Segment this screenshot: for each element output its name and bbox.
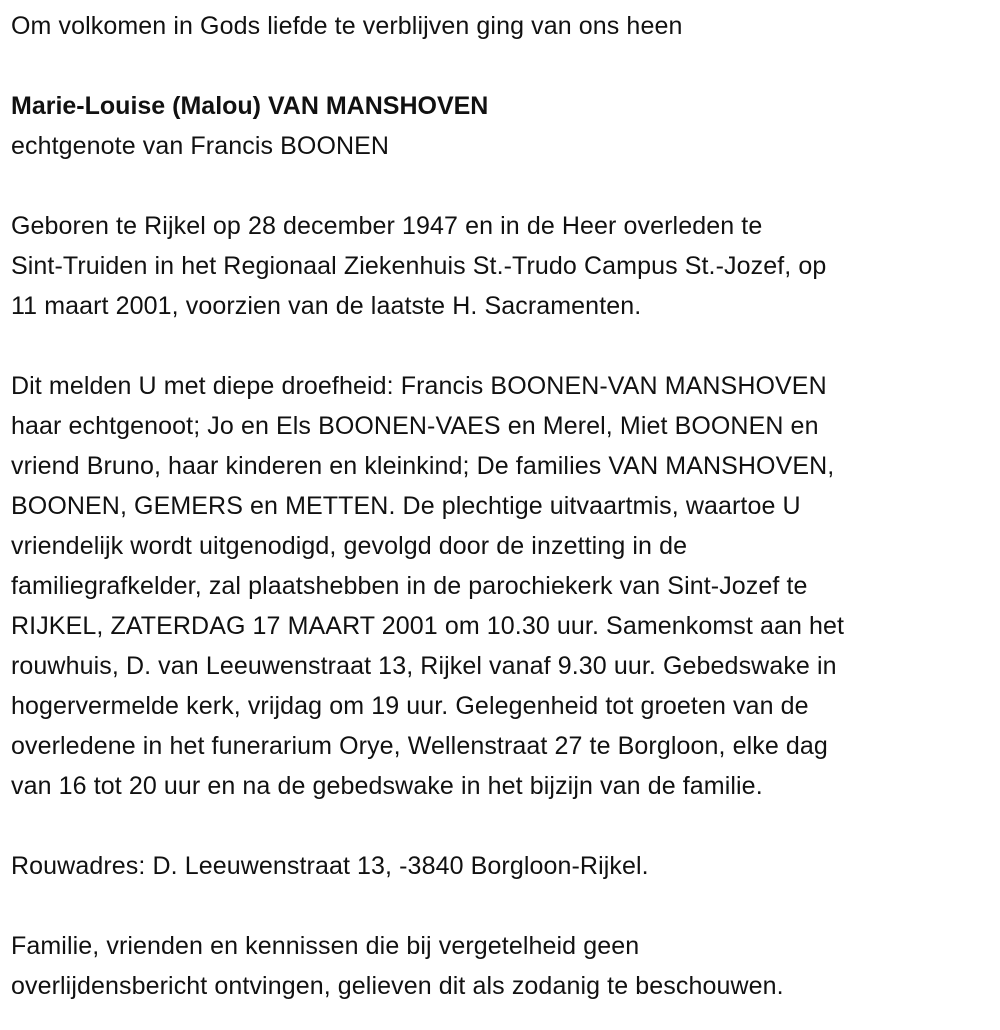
paragraph-line: familiegrafkelder, zal plaatshebben in de parochiekerk van Sint-Jozef te	[11, 572, 808, 600]
paragraph-line: Dit melden U met diepe droefheid: Francis BOONEN-VAN MANSHOVEN	[11, 372, 827, 400]
birth-death-paragraph	[11, 206, 1000, 326]
paragraph-line: hogervermelde kerk, vrijdag om 19 uur. Gelegenheid tot groeten van de	[11, 692, 809, 720]
paragraph-line: 11 maart 2001, voorzien van de laatste H. Sacramenten.	[11, 292, 642, 320]
paragraph-line: RIJKEL, ZATERDAG 17 MAART 2001 om 10.30 uur. Samenkomst aan het	[11, 612, 845, 640]
paragraph-line: Familie, vrienden en kennissen die bij vergetelheid geen	[11, 932, 640, 960]
spacer	[11, 166, 1000, 206]
mourning-address: Rouwadres: D. Leeuwenstraat 13, -3840 Borgloon-Rijkel.	[11, 852, 649, 880]
spacer	[11, 886, 1000, 926]
paragraph-line: rouwhuis, D. van Leeuwenstraat 13, Rijkel vanaf 9.30 uur. Gebedswake in	[11, 652, 837, 680]
paragraph-line: vriend Bruno, haar kinderen en kleinkind; De families VAN MANSHOVEN,	[11, 452, 835, 480]
paragraph-line: BOONEN, GEMERS en METTEN. De plechtige uitvaartmis, waartoe U	[11, 492, 801, 520]
paragraph-line: haar echtgenoot; Jo en Els BOONEN-VAES en Merel, Miet BOONEN en	[11, 412, 819, 440]
paragraph-line: Geboren te Rijkel op 28 december 1947 en in de Heer overleden te	[11, 212, 763, 240]
paragraph-line: vriendelijk wordt uitgenodigd, gevolgd door de inzetting in de	[11, 532, 688, 560]
paragraph-line: Sint-Truiden in het Regionaal Ziekenhuis St.-Trudo Campus St.-Jozef, op	[11, 252, 827, 280]
spacer	[11, 806, 1000, 846]
intro-text: Om volkomen in Gods liefde te verblijven ging van ons heen	[11, 12, 683, 40]
paragraph-line: van 16 tot 20 uur en na de gebedswake in het bijzijn van de familie.	[11, 772, 763, 800]
spacer	[11, 46, 1000, 86]
spacer	[11, 326, 1000, 366]
deceased-name: Marie-Louise (Malou) VAN MANSHOVEN	[11, 92, 489, 120]
closing-paragraph	[11, 926, 1000, 1006]
paragraph-line: overlijdensbericht ontvingen, gelieven dit als zodanig te beschouwen.	[11, 972, 784, 1000]
paragraph-line: overledene in het funerarium Orye, Wellenstraat 27 te Borgloon, elke dag	[11, 732, 828, 760]
spouse-line: echtgenote van Francis BOONEN	[11, 132, 390, 160]
announcement-paragraph	[11, 366, 1000, 806]
